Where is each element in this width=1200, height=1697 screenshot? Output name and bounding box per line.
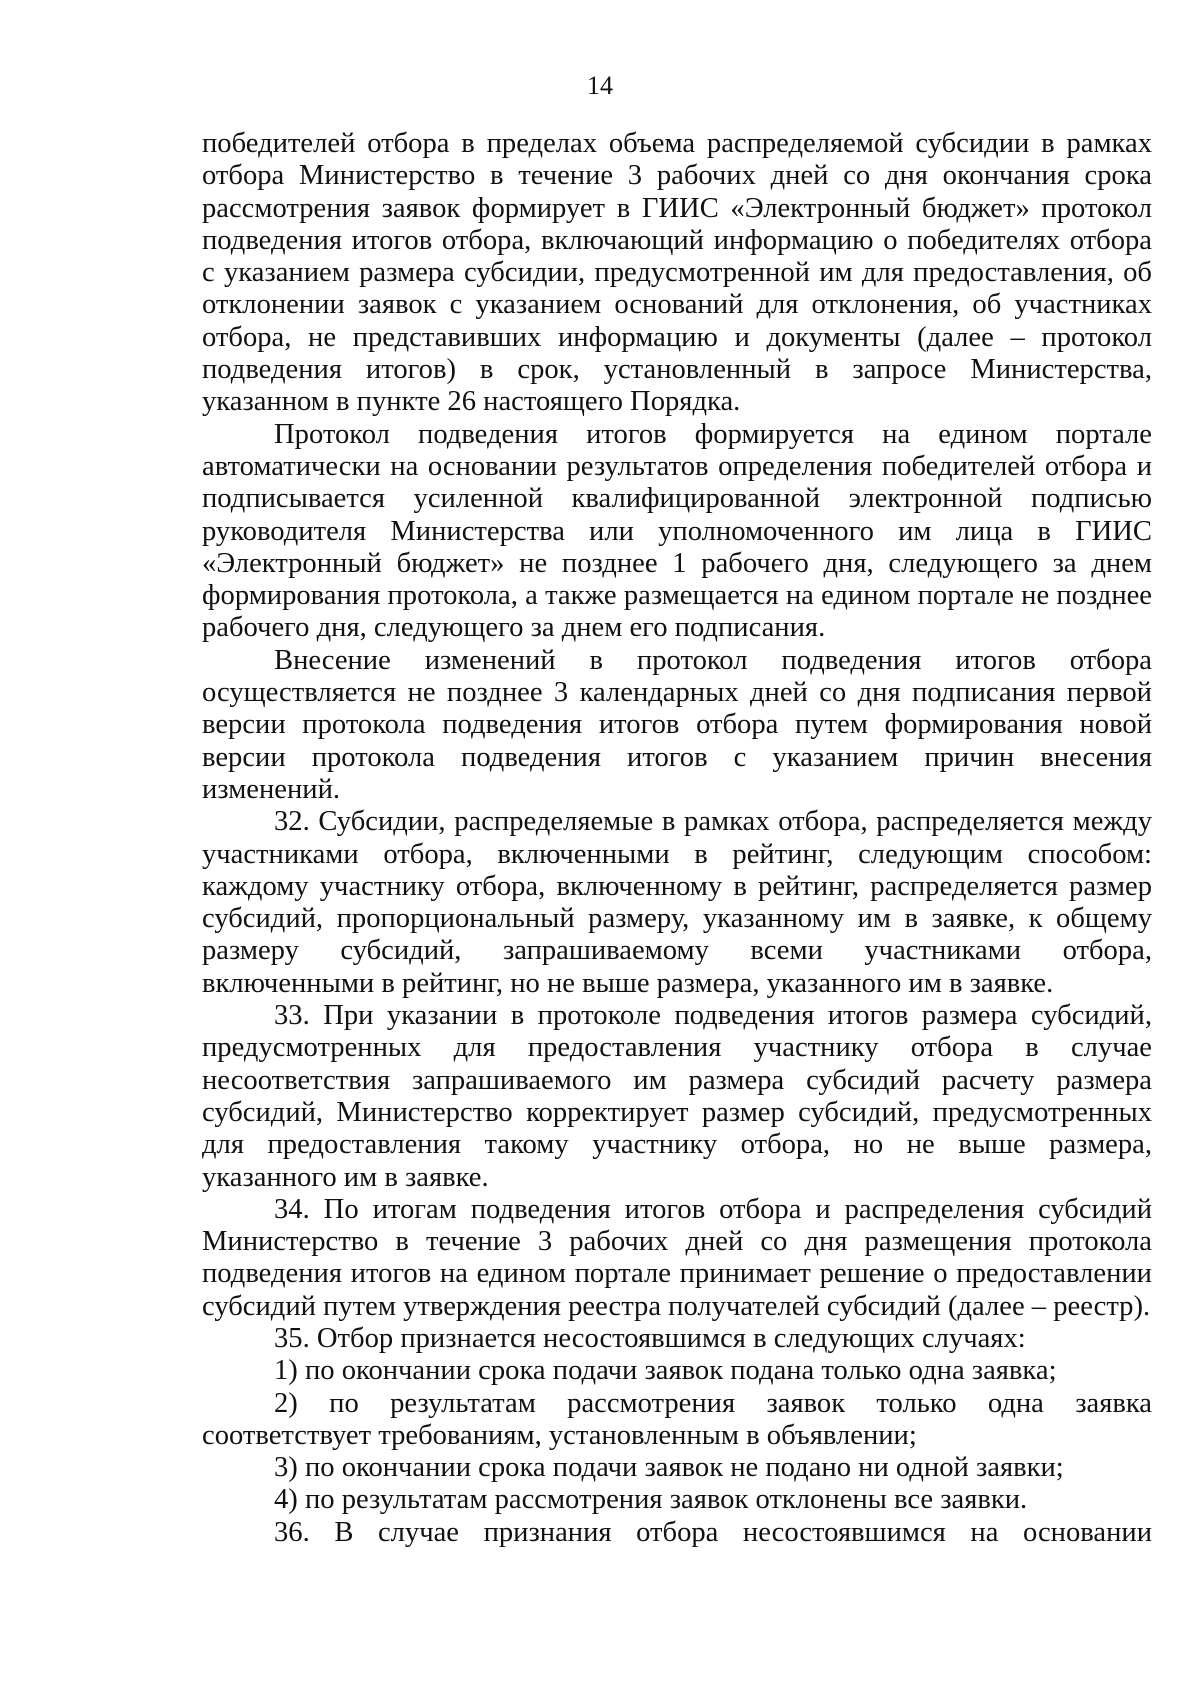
paragraph-item-33: 33. При указании в протоколе подведения итогов размера субсидий, предусмотренных для предоставления участнику отбора в случае несоответствия запрашиваемого им размера субсидий расчету размера субсидий, Министерство корректирует размер субсидий, предусмотренных для предоставления такому участнику отбора, но не выше размера, указанного им в заявке.: [202, 1000, 1152, 1193]
paragraph-item-35: 35. Отбор признается несостоявшимся в следующих случаях:: [274, 1322, 1026, 1354]
paragraph-item-34: 34. По итогам подведения итогов отбора и распределения субсидий Министерство в течение 3 рабочих дней со дня размещения протокола подведения итогов на едином портале принимает решение о предоставлении субсидий путем утверждения реестра получателей субсидий (далее – реестр).: [202, 1193, 1152, 1322]
page-number: 14: [587, 71, 613, 100]
list-item: 2) по результатам рассмотрения заявок только одна заявка соответствует требованиям, установленным в объявлении;: [202, 1387, 1152, 1451]
list-item: 4) по результатам рассмотрения заявок отклонены все заявки.: [274, 1484, 1028, 1516]
list-item: 1) по окончании срока подачи заявок подана только одна заявка;: [274, 1355, 1057, 1387]
paragraph: победителей отбора в пределах объема распределяемой субсидии в рамках отбора Министерство в течение 3 рабочих дней со дня окончания срока рассмотрения заявок формирует в ГИИС «Электронный бюджет» протокол подведения итогов отбора, включающий информацию о победителях отбора с указанием размера субсидии, предусмотренной им для предоставления, об отклонении заявок с указанием оснований для отклонения, об участниках отбора, не представивших информацию и документы (далее – протокол подведения итогов) в срок, установленный в запросе Министерства, указанном в пункте 26 настоящего Порядка.: [202, 128, 1152, 418]
paragraph-item-32: 32. Субсидии, распределяемые в рамках отбора, распределяется между участниками отбора, включенными в рейтинг, следующим способом: каждому участнику отбора, включенному в рейтинг, распределяется размер субсидий, пропорциональный размеру, указанному им в заявке, к общему размеру субсидий, запрашиваемому всеми участниками отбора, включенными в рейтинг, но не выше размера, указанного им в заявке.: [202, 806, 1152, 999]
paragraph: Протокол подведения итогов формируется на едином портале автоматически на основании результатов определения победителей отбора и подписывается усиленной квалифицированной электронной подписью руководителя Министерства или уполномоченного им лица в ГИИС «Электронный бюджет» не позднее 1 рабочего дня, следующего за днем формирования протокола, а также размещается на едином портале не позднее рабочего дня, следующего за днем его подписания.: [202, 418, 1152, 644]
list-item: 3) по окончании срока подачи заявок не подано ни одной заявки;: [274, 1452, 1064, 1484]
paragraph-item-36: 36. В случае признания отбора несостоявшимся на основании: [274, 1516, 1152, 1548]
paragraph: Внесение изменений в протокол подведения итогов отбора осуществляется не позднее 3 календарных дней со дня подписания первой версии протокола подведения итогов отбора путем формирования новой версии протокола подведения итогов с указанием причин внесения изменений.: [202, 644, 1152, 805]
document-body: [202, 128, 1152, 1549]
